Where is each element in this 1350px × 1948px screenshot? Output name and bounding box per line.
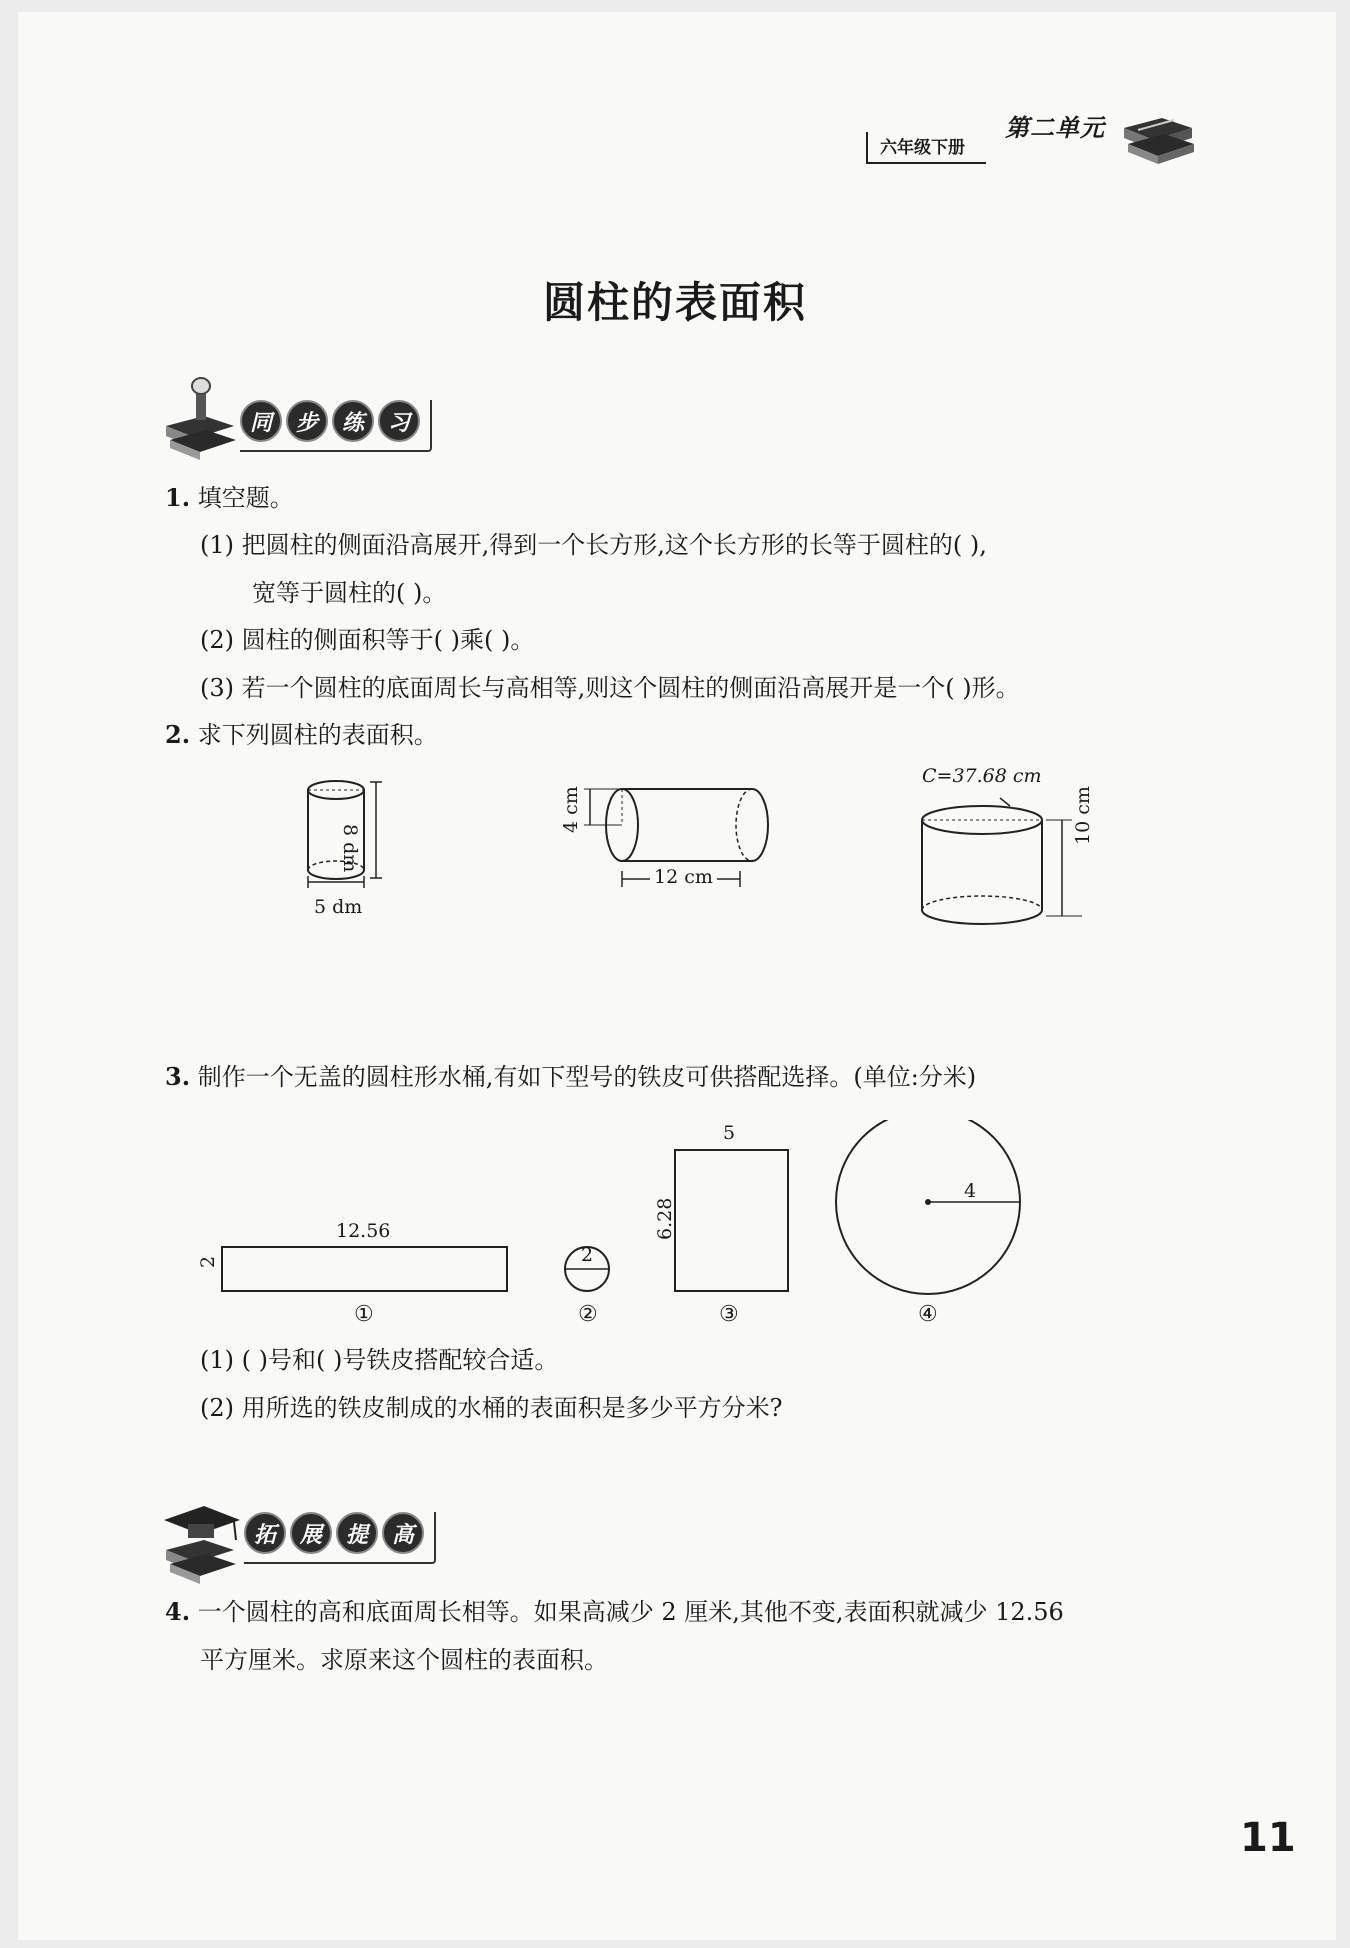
shape2-diameter-label: 2 [581, 1244, 594, 1266]
section-sync-practice [240, 400, 432, 452]
shape2-number: ② [578, 1302, 598, 1327]
fig2-radius-label: 4 cm [560, 786, 582, 833]
badge-char: 展 [290, 1512, 332, 1554]
shape3-width-label: 5 [723, 1122, 736, 1144]
badge-char: 提 [336, 1512, 378, 1554]
q3-number: 3. [165, 1062, 191, 1091]
page-number: 11 [1240, 1815, 1296, 1861]
sheet-rectangle-3 [675, 1150, 788, 1291]
grade-label: 六年级下册 [866, 132, 986, 164]
section-extension [244, 1512, 436, 1564]
q4-text-1: 一个圆柱的高和底面周长相等。如果高减少 2 厘米,其他不变,表面积就减少 12.56 [197, 1598, 1064, 1626]
fig1-diameter-label: 5 dm [314, 896, 363, 918]
sheet-rectangle-1 [222, 1247, 507, 1291]
fig3-height-label: 10 cm [1072, 783, 1094, 848]
q2-number: 2. [165, 720, 191, 749]
q4-text-2: 平方厘米。求原来这个圆柱的表面积。 [200, 1646, 608, 1674]
badge-char: 步 [286, 400, 328, 442]
shape1-length-label: 12.56 [336, 1220, 391, 1242]
badge-char: 习 [378, 400, 420, 442]
fig1-height-label: 8 dm [339, 824, 361, 873]
graduation-books-icon [160, 1500, 244, 1586]
q1-number: 1. [165, 483, 191, 512]
q4-number: 4. [165, 1597, 191, 1626]
shape4-number: ④ [918, 1302, 938, 1327]
badge-char: 拓 [244, 1512, 286, 1554]
shape1-number: ① [354, 1302, 374, 1327]
badge-char: 练 [332, 400, 374, 442]
books-icon [1118, 100, 1198, 168]
q1-part2: (2) 圆柱的侧面积等于( )乘( )。 [200, 626, 535, 654]
sheet-circle-4 [836, 1120, 1020, 1294]
fig2-length-label: 12 cm [650, 866, 717, 888]
q2-title [165, 720, 438, 750]
q3-text: 制作一个无盖的圆柱形水桶,有如下型号的铁皮可供搭配选择。(单位:分米) [197, 1063, 977, 1091]
q2-text: 求下列圆柱的表面积。 [197, 721, 438, 749]
q1-part1b: 宽等于圆柱的( )。 [252, 579, 447, 607]
fig3-circumference-label: C=37.68 cm [922, 765, 1042, 787]
page-title: 圆柱的表面积 [542, 278, 807, 327]
q3-part2: (2) 用所选的铁皮制成的水桶的表面积是多少平方分米? [200, 1394, 783, 1422]
q3-title [165, 1062, 976, 1092]
lamp-books-icon [160, 376, 240, 462]
shape4-radius-label: 4 [964, 1180, 977, 1202]
q1-part1a: (1) 把圆柱的侧面沿高展开,得到一个长方形,这个长方形的长等于圆柱的( ), [200, 531, 987, 559]
badge-char: 高 [382, 1512, 424, 1554]
q4-line1 [165, 1597, 1064, 1627]
shape1-width-label: 2 [197, 1255, 219, 1268]
q1-part3: (3) 若一个圆柱的底面周长与高相等,则这个圆柱的侧面沿高展开是一个( )形。 [200, 674, 1020, 702]
shape3-number: ③ [719, 1302, 739, 1327]
q1-text: 填空题。 [197, 484, 294, 512]
q3-part1: (1) ( )号和( )号铁皮搭配较合适。 [200, 1346, 559, 1374]
shape3-height-label: 6.28 [654, 1197, 676, 1240]
unit-label: 第二单元 [1005, 114, 1105, 142]
badge-char: 同 [240, 400, 282, 442]
q1-title [165, 483, 294, 513]
